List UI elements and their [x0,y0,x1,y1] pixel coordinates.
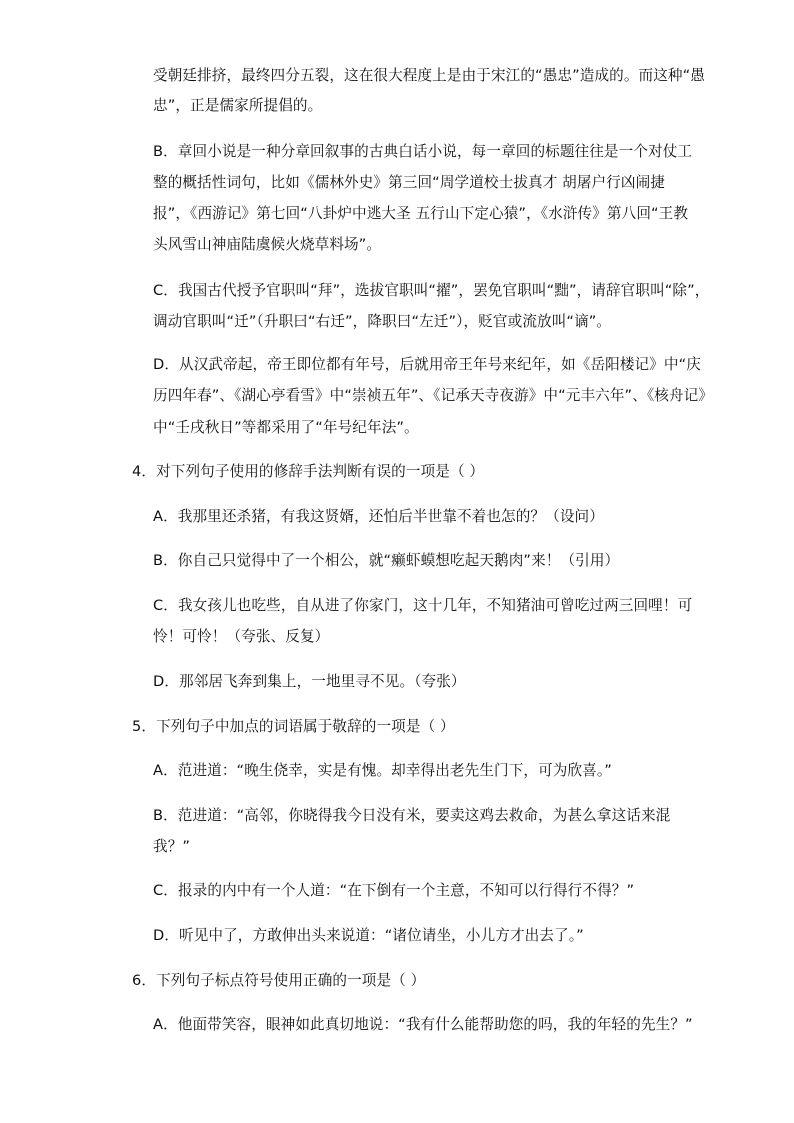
text-line: 受朝廷排挤，最终四分五裂，这在很大程度上是由于宋江的“愚忠”造成的。而这种“愚 [153,67,705,84]
q4-option-a: A．我那里还杀猪，有我这贤婿，还怕后半世靠不着也怎的？（设问） [153,508,604,525]
text-line: 报”，《西游记》第七回“八卦炉中逃大圣 五行山下定心猿”，《水浒传》第八回“王教 [153,205,689,222]
q4-option-c: C．我女孩儿也吃些，自从进了你家门，这十几年，不知猪油可曾吃过两三回哩！可 [153,597,693,614]
question-5: 5．下列句子中加点的词语属于敬辞的一项是（ ） [132,718,455,735]
option-c-line: C．我国古代授予官职叫“拜”，选拔官职叫“擢”，罢免官职叫“黜”，请辞官职叫“除”， [153,282,710,299]
text-line: 历四年春”、《湖心亭看雪》中“崇祯五年”、《记承天寺夜游》中“元丰六年”、《核舟记》 [153,387,714,404]
option-d-line: D．从汉武帝起，帝王即位都有年号，后就用帝王年号来纪年，如《岳阳楼记》中“庆 [153,356,701,373]
q4-option-b: B．你自己只觉得中了一个相公，就“癞虾蟆想吃起天鹅肉”来！（引用） [153,552,620,569]
text-line: 忠”，正是儒家所提倡的。 [153,97,323,114]
q4-option-d: D．那邻居飞奔到集上，一地里寻不见。（夸张） [153,673,466,690]
text-line: 怜！可怜！（夸张、反复） [153,628,330,645]
text-line: 头风雪山神庙陆虞候火烧草料场”。 [153,236,382,253]
text-line: 中“壬戌秋日”等都采用了“年号纪年法”。 [153,419,419,436]
q6-option-a: A．他面带笑容，眼神如此真切地说：“我有什么能帮助您的吗，我的年轻的先生？” [153,1016,693,1033]
question-4: 4．对下列句子使用的修辞手法判断有误的一项是（ ） [132,463,485,480]
text-line: 调动官职叫“迁”（升职曰“右迁”，降职曰“左迁”），贬官或流放叫“谪”。 [153,313,612,330]
q5-option-a: A．范进道：“晚生侥幸，实是有愧。却幸得出老先生门下，可为欣喜。” [153,762,612,779]
q5-option-c: C．报录的内中有一个人道：“在下倒有一个主意，不知可以行得行不得？” [153,882,635,899]
option-b-line: B．章回小说是一种分章回叙事的古典白话小说，每一章回的标题往往是一个对仗工 [153,143,693,160]
text-line: 我？” [153,838,191,855]
question-6: 6．下列句子标点符号使用正确的一项是（ ） [132,972,426,989]
q5-option-b: B．范进道：“高邻，你晓得我今日没有米，要卖这鸡去救命，为甚么拿这话来混 [153,807,671,824]
text-line: 整的概括性词句，比如《儒林外史》第三回“周学道校士拔真才 胡屠户行凶闹捷 [153,174,665,191]
q5-option-d: D．听见中了，方敢伸出头来说道：“诸位请坐，小儿方才出去了。” [153,927,584,944]
